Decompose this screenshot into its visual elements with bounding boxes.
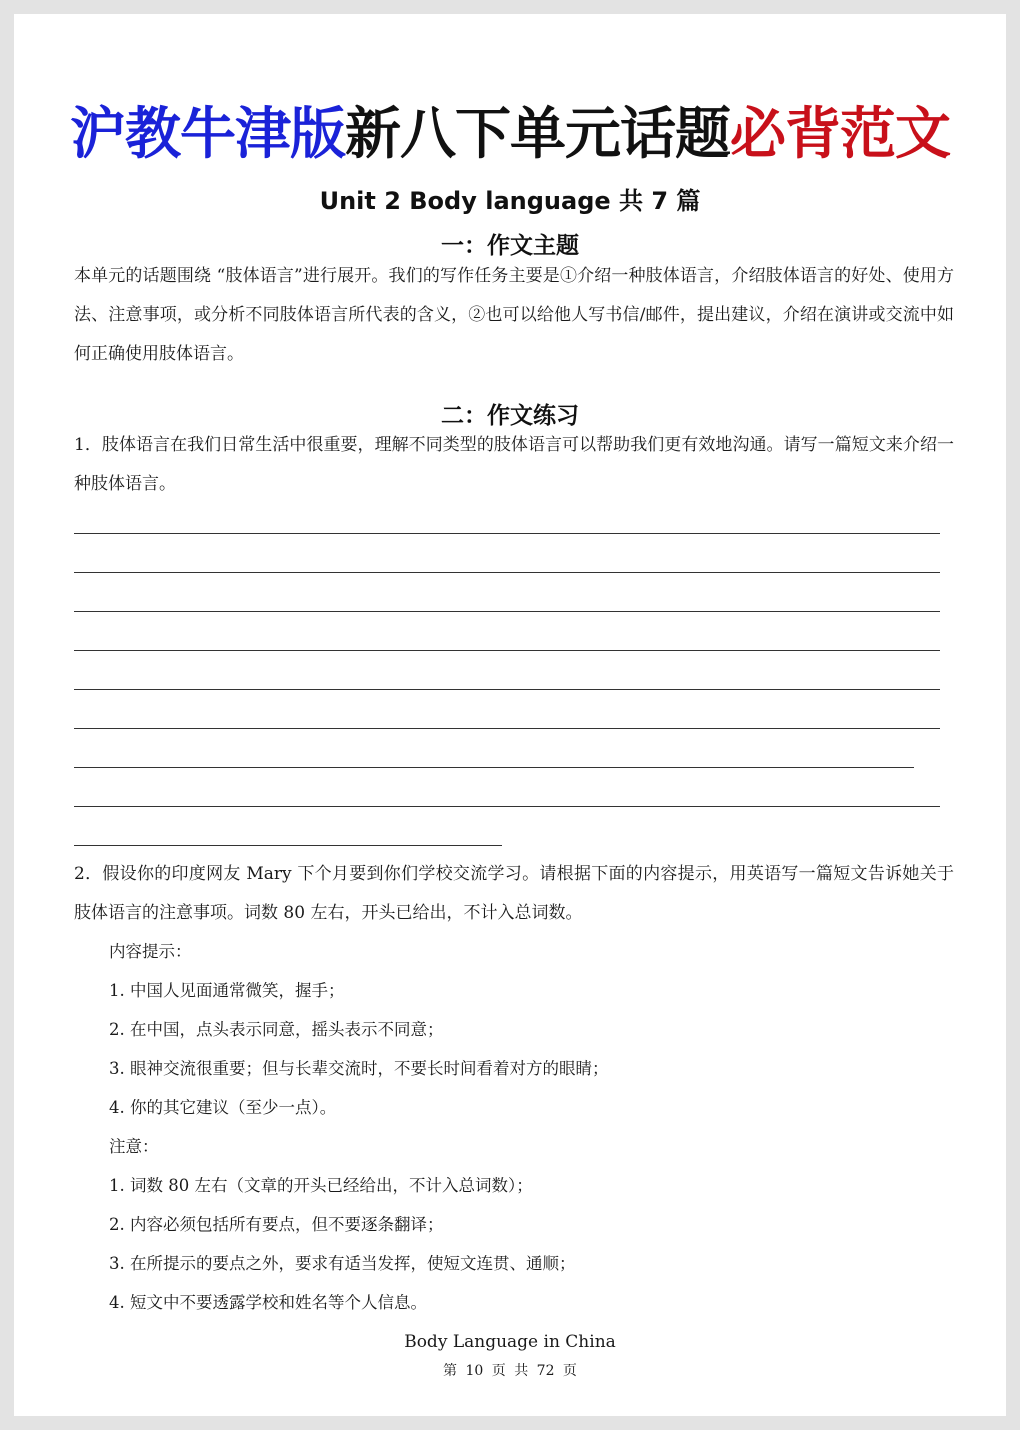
title-part-topic: 新八下单元话题	[345, 102, 730, 167]
hint-item: 4. 你的其它建议（至少一点）。	[109, 1098, 337, 1117]
answer-line[interactable]	[74, 572, 940, 573]
note-item: 4. 短文中不要透露学校和姓名等个人信息。	[109, 1293, 427, 1312]
section2-heading: 二：作文练习	[441, 403, 579, 429]
title-part-highlight: 必背范文	[730, 102, 950, 167]
note-item: 1. 词数 80 左右（文章的开头已经给出，不计入总词数）；	[109, 1176, 533, 1195]
answer-line[interactable]	[74, 689, 940, 690]
answer-line[interactable]	[74, 611, 940, 612]
hint-item: 2. 在中国，点头表示同意，摇头表示不同意；	[109, 1020, 444, 1039]
hint-item: 1. 中国人见面通常微笑，握手；	[109, 981, 345, 1000]
note-item: 3. 在所提示的要点之外，要求有适当发挥，使短文连贯、通顺；	[109, 1254, 576, 1273]
essay-title: Body Language in China	[404, 1332, 616, 1352]
answer-line[interactable]	[74, 806, 940, 807]
section1-body: 本单元的话题围绕 “肢体语言”进行展开。我们的写作任务主要是①介绍一种肢体语言，介绍肢体语言的好处、使用方法、注意事项，或分析不同肢体语言所代表的含义，②也可以给他人写书信/邮件，提出建议，介绍在演讲或交流中如何正确使用肢体语言。	[74, 266, 954, 364]
notes-label: 注意：	[109, 1137, 159, 1156]
question-1: 1．肢体语言在我们日常生活中很重要，理解不同类型的肢体语言可以帮助我们更有效地沟通。请写一篇短文来介绍一种肢体语言。	[74, 435, 954, 494]
question-2: 2．假设你的印度网友 Mary 下个月要到你们学校交流学习。请根据下面的内容提示，用英语写一篇短文告诉她关于肢体语言的注意事项。词数 80 左右，开头已给出，不计入总词数。	[74, 864, 954, 923]
note-item: 2. 内容必须包括所有要点，但不要逐条翻译；	[109, 1215, 444, 1234]
answer-line[interactable]	[74, 767, 914, 768]
answer-line[interactable]	[74, 728, 940, 729]
page-number: 第 10 页 共 72 页	[443, 1363, 577, 1379]
answer-line[interactable]	[74, 650, 940, 651]
unit-subtitle: Unit 2 Body language 共 7 篇	[319, 187, 701, 215]
hints-label: 内容提示：	[109, 942, 192, 961]
hint-item: 3. 眼神交流很重要；但与长辈交流时，不要长时间看着对方的眼睛；	[109, 1059, 609, 1078]
document-page	[14, 14, 1006, 1416]
answer-line[interactable]	[74, 845, 502, 846]
section1-heading: 一：作文主题	[441, 233, 579, 259]
answer-line[interactable]	[74, 533, 940, 534]
page-title	[14, 100, 1006, 170]
title-part-publisher: 沪教牛津版	[70, 102, 345, 167]
